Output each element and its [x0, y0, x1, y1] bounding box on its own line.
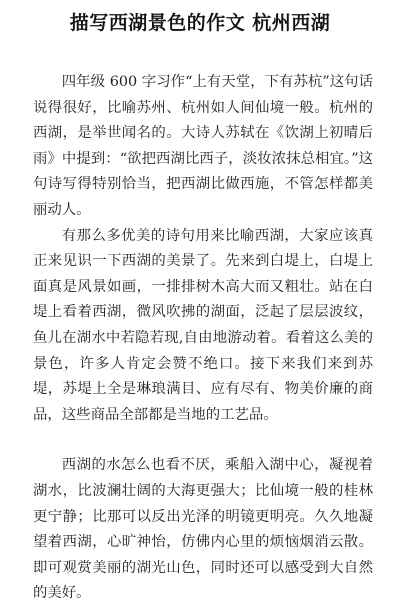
article-title: 描写西湖景色的作文 杭州西湖	[69, 12, 331, 34]
paragraph-3: 西湖的水怎么也看不厌，乘船入湖中心，凝视着湖水，比波澜壮阔的大海更强大；比仙境一般的桂林更宁静；比那可以反出光泽的明镜更明亮。久久地凝望着西湖，心旷神怡，仿佛内心里的烦恼烟消云散。即可观赏美丽的湖光山色，同时还可以感受到大自然的美好。	[33, 457, 373, 602]
article-body	[33, 70, 373, 607]
paragraph-2: 有那么多优美的诗句用来比喻西湖，大家应该真正来见识一下西湖的美景了。先来到白堤上，白堤上面真是风景如画，一排排树木高大而又粗壮。站在白堤上看着西湖，微风吹拂的湖面，泛起了层层波纹，鱼儿在湖水中若隐若现,自由地游动着。看着这么美的景色，许多人肯定会赞不绝口。接下来我们来到苏堤，苏堤上全是琳琅满目、应有尽有、物美价廉的商品，这些商品全部都是当地的工艺品。	[33, 227, 373, 423]
paragraph-1: 四年级 600 字习作“上有天堂，下有苏杭”这句话说得很好，比喻苏州、杭州如人间仙境一般。杭州的西湖，是举世闻名的。大诗人苏轼在《饮湖上初晴后雨》中提到：“欲把西湖比西子，淡妆浓抹总相宜。”这句诗写得特别恰当，把西湖比做西施，不管怎样都美丽动人。	[33, 74, 373, 218]
